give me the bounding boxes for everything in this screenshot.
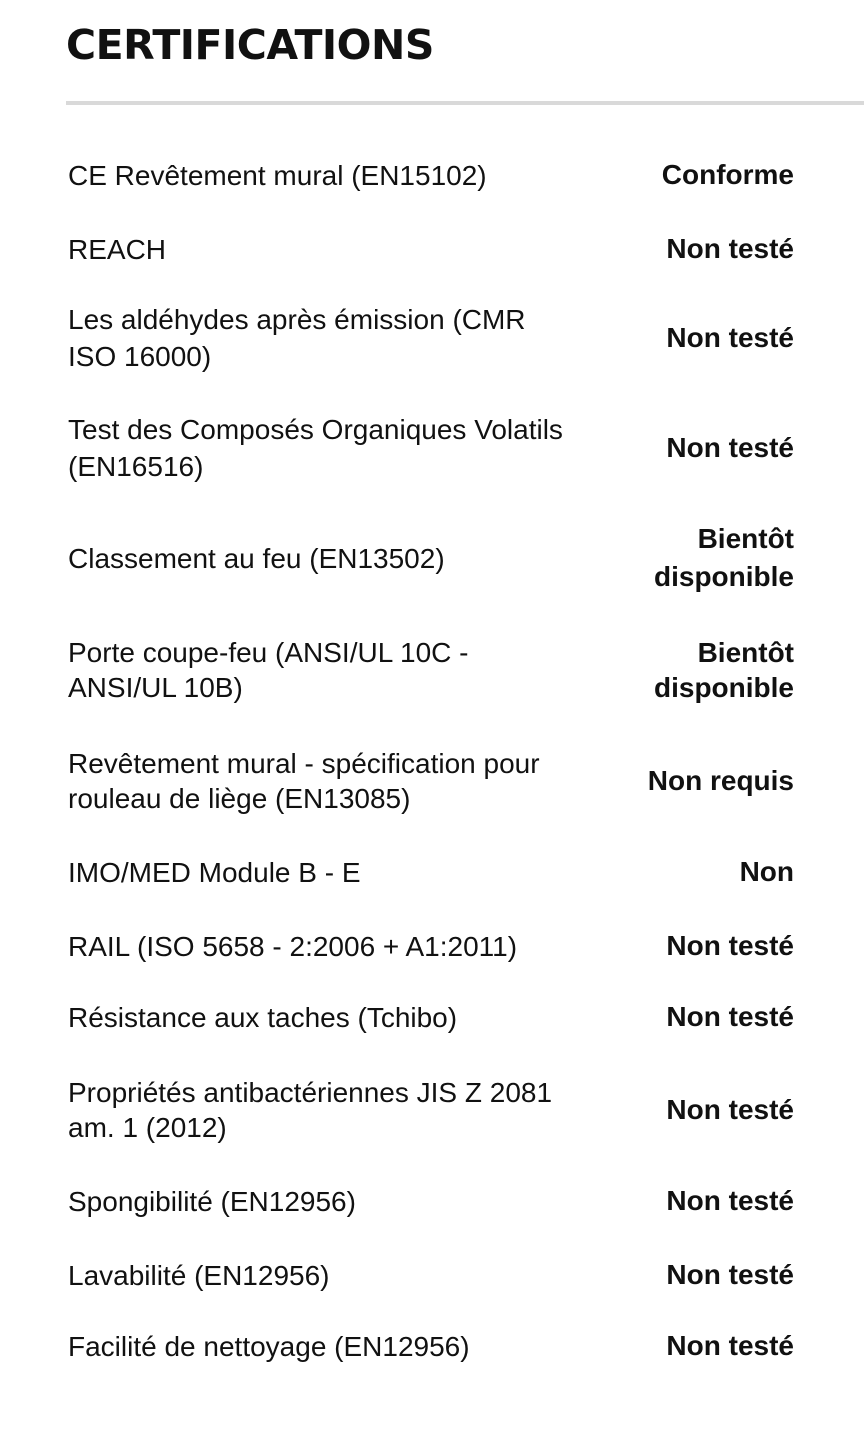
certification-status: Non testé: [666, 1330, 794, 1361]
certification-label: Spongibilité (EN12956): [68, 1185, 356, 1217]
certification-label: CE Revêtement mural (EN15102): [68, 159, 487, 191]
certification-status: Non testé: [666, 322, 794, 353]
certification-row: [68, 926, 794, 966]
certification-row: [68, 633, 794, 707]
certification-status: Non testé: [666, 233, 794, 264]
certification-label: RAIL (ISO 5658 - 2:2006 + A1:2011): [68, 930, 518, 962]
certification-label: Propriétés antibactériennes JIS Z 2081 am. 1 (2012): [68, 1077, 553, 1143]
certification-row: [68, 155, 794, 195]
certification-status: Non: [739, 856, 794, 887]
certification-row: [68, 1255, 794, 1295]
certification-status: Non testé: [666, 1259, 794, 1290]
section-title: CERTIFICATIONS: [66, 21, 434, 69]
certification-status: Non requis: [647, 765, 794, 796]
certification-label: REACH: [68, 233, 167, 265]
certification-status: Non testé: [666, 432, 794, 463]
certification-label: Facilité de nettoyage (EN12956): [68, 1330, 470, 1362]
certification-row: [68, 300, 794, 376]
certification-row: [68, 519, 794, 597]
certification-status: Bientôt disponible: [654, 637, 794, 703]
certification-status: Bientôt disponible: [654, 523, 794, 592]
section-divider: [66, 101, 864, 105]
certification-row: [68, 410, 794, 486]
certification-status: Non testé: [666, 1094, 794, 1125]
certification-label: Classement au feu (EN13502): [68, 542, 445, 574]
certification-status: Non testé: [666, 1001, 794, 1032]
certification-status: Non testé: [666, 1185, 794, 1216]
certification-label: Porte coupe-feu (ANSI/UL 10C - ANSI/UL 10B): [68, 637, 469, 703]
certification-status: Conforme: [661, 159, 794, 190]
certification-row: [68, 744, 794, 818]
certification-row: [68, 1326, 794, 1366]
certification-label: IMO/MED Module B - E: [68, 856, 361, 888]
certification-label: Les aldéhydes après émission (CMR ISO 16000): [68, 304, 526, 372]
certification-row: [68, 852, 794, 892]
certification-row: [68, 1181, 794, 1221]
certification-label: Résistance aux taches (Tchibo): [68, 1001, 458, 1033]
certification-status: Non testé: [666, 930, 794, 961]
certification-label: Lavabilité (EN12956): [68, 1259, 330, 1291]
certification-row: [68, 229, 794, 269]
certification-label: Revêtement mural - spécification pour rouleau de liège (EN13085): [68, 748, 540, 814]
certification-row: [68, 997, 794, 1037]
certification-row: [68, 1073, 794, 1147]
certification-label: Test des Composés Organiques Volatils (EN16516): [68, 414, 563, 482]
